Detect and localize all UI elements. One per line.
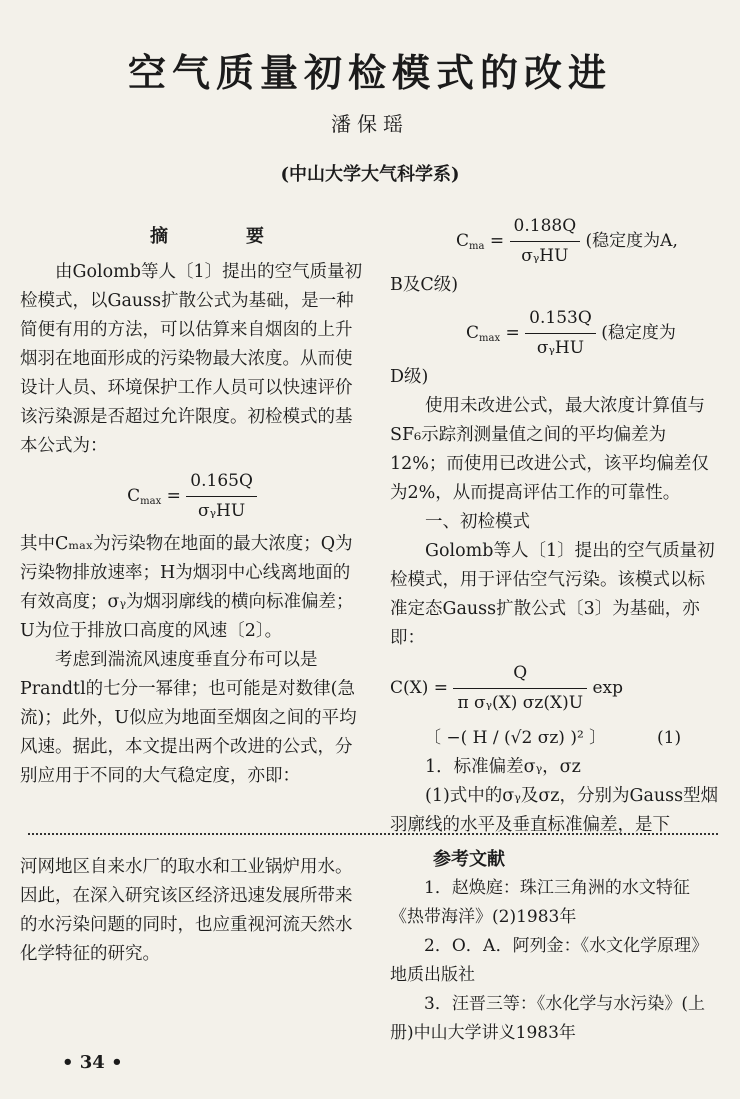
f3-bracket: 〔 −( H / (√2 σz) )² 〕 [424,728,607,748]
f2-note: (稳定度为 [601,323,676,343]
f1-note-continued: B及C级) [390,275,459,295]
model-paragraph: Golomb等人〔1〕提出的空气质量初检模式，用于评估空气污染。该模式以标准定态Gauss扩散公式〔3〕为基础，亦即： [390,541,715,648]
formula-denominator: σᵧHU [198,501,246,521]
f1-numerator: 0.188Q [510,212,581,242]
formula-eq: = [166,486,181,506]
f3-numerator: Q [453,659,587,689]
abstract-paragraph-2: 其中Cₘₐₓ为污染物在地面的最大浓度；Q为污染物排放速率；H为烟羽中心线离地面的有效高度；σᵧ为烟羽廓线的横向标准偏差；U为位于排放口高度的风速〔2〕。 [20,534,354,641]
references-heading: 参考文献 [433,849,505,870]
references-list [390,874,720,1048]
formula-gauss [390,659,720,718]
f2-denominator: σᵧHU [536,338,585,358]
affiliation: (中山大学大气科学系) [280,164,460,185]
results-paragraph: 使用未改进公式，最大浓度计算值与SF₆示踪剂测量值之间的平均偏差为12%；而使用已改进公式，该平均偏差仅为2%，从而提高评估工作的可靠性。 [390,396,709,503]
reference-item: 2．О．А．阿列金：《水文化学原理》地质出版社 [390,936,709,985]
left-column [20,258,364,791]
subsection-heading: 1．标准偏差σᵧ，σz [425,757,581,777]
f2-note-continued: D级) [390,367,429,387]
abstract-heading: 摘 要 [150,226,294,247]
formula-cma: $C_{ma}$ = $\frac{0.188Q}{\text{σᵧHU}}$ (稳定度为A, [390,212,720,271]
f2-numerator: 0.153Q [525,304,596,334]
right-column [390,212,720,840]
section-heading-1: 一、初检模式 [425,512,530,532]
page-title: 空气质量初检模式的改进 [127,50,612,95]
f1-fraction [510,212,581,271]
f2-fraction [525,304,596,363]
formula-lhs: C [127,486,141,506]
formula-lhs-sub: max [140,496,162,507]
formula-cmax-2: $C_{max}$ = $\frac{0.153Q}{\text{σᵧHU}}$ (稳定度为 [390,304,720,363]
section-divider [28,833,718,835]
formula-numerator: 0.165Q [186,467,257,497]
f3-fraction [453,659,587,718]
f3-denominator: π σᵧ(X) σz(X)U [457,693,584,713]
deviation-paragraph: (1)式中的σᵧ及σz，分别为Gauss型烟羽廓线的水平及垂直标准偏差，是下 [390,786,719,835]
f2-lhs: C [466,323,480,343]
f1-lhs: C [456,231,470,251]
abstract-paragraph-1: 由Golomb等人〔1〕提出的空气质量初检模式，以Gauss扩散公式为基础，是一种简便有用的方法，可以估算来自烟囱的上升烟羽在地面形成的污染物最大浓度。从而使设计人员、环境保护工作人员可以快速评价该污染源是否超过允许限度。初检模式的基本公式为： [20,262,363,456]
continuation-paragraph: 河网地区自来水厂的取水和工业锅炉用水。因此，在深入研究该区经济迅速发展所带来的水污染问题的同时，也应重视河流天然水化学特征的研究。 [20,857,353,964]
f3-lhs: C(X) = [390,678,449,698]
reference-item: 3．汪晋三等：《水化学与水污染》(上册)中山大学讲义1983年 [390,994,705,1043]
bottom-left-text [20,853,364,969]
formula-gauss-bracket [390,724,720,753]
equation-number: (1) [657,728,682,748]
f3-exp: exp [592,678,623,698]
reference-item: 1．赵焕庭：珠江三角洲的水文特征《热带海洋》(2)1983年 [390,878,690,927]
f1-note: (稳定度为A, [585,231,678,251]
formula-cmax [20,467,364,526]
author: 潘保瑶 [331,112,409,136]
f2-sub: max [479,333,501,344]
f1-sub: ma [469,241,485,252]
formula-fraction [186,467,257,526]
page-number: • 34 • [62,1052,123,1073]
abstract-paragraph-3: 考虑到湍流风速度垂直分布可以是Prandtl的七分一幂律；也可能是对数律(急流)；此外，U似应为地面至烟囱之间的平均风速。据此，本文提出两个改进的公式，分别应用于不同的大气稳定度，亦即： [20,650,357,786]
f1-denominator: σᵧHU [521,246,569,266]
